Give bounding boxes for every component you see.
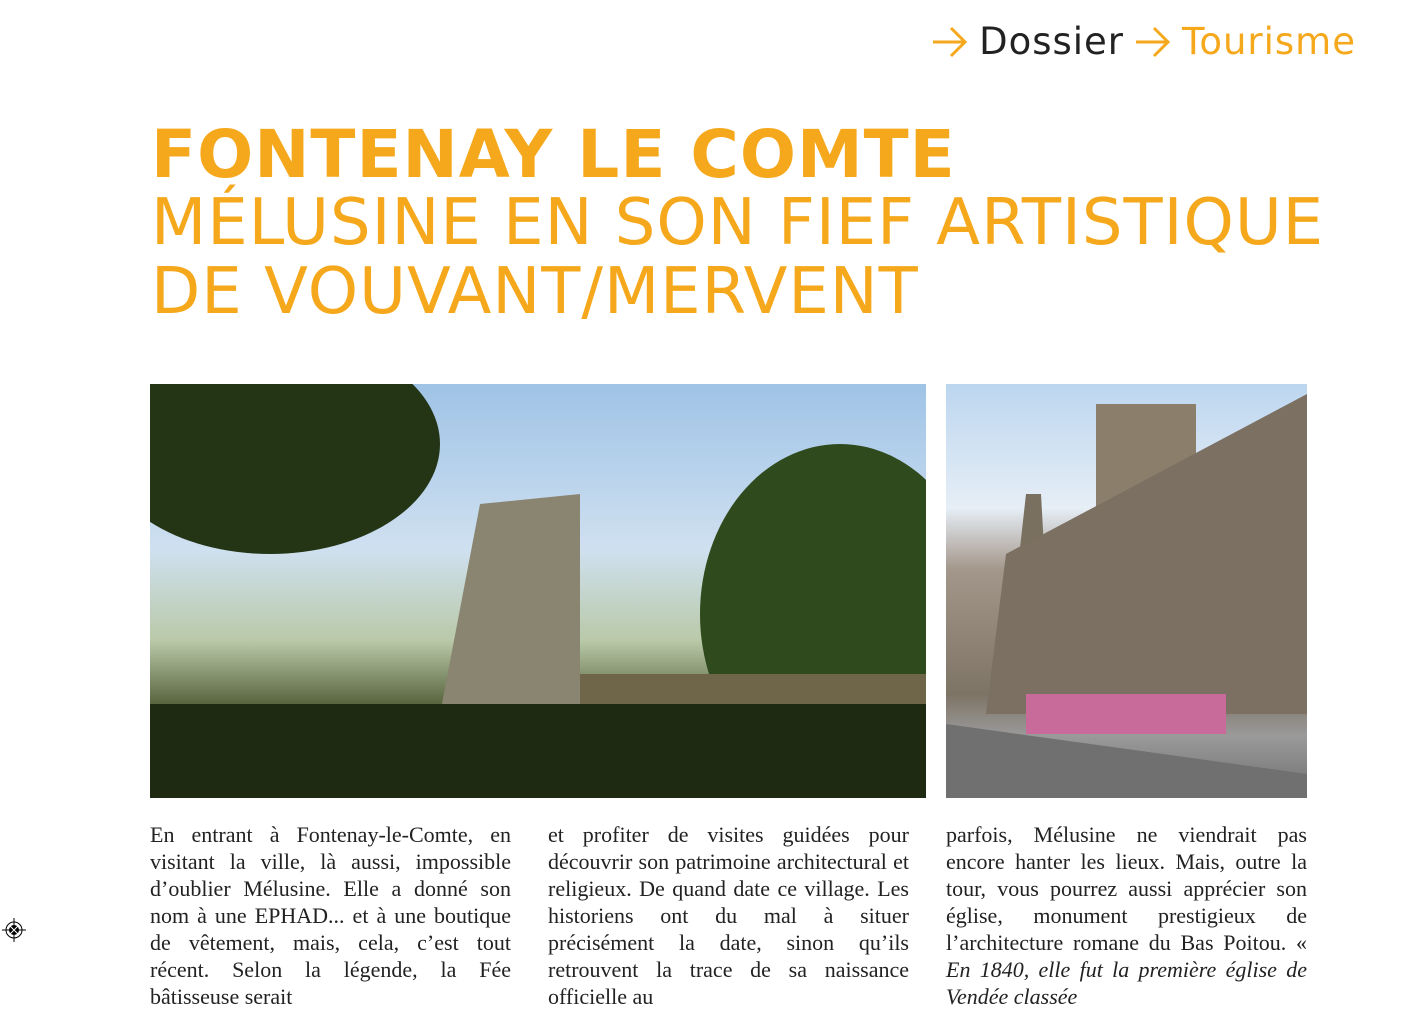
subtitle-line: DE VOUVANT/MERVENT [151, 255, 919, 329]
article-title [151, 116, 1325, 329]
article-column-3 [946, 821, 1307, 1010]
title-line: FONTENAY LE COMTE [151, 116, 956, 193]
subsection-label: Tourisme [1182, 20, 1356, 63]
tower-photo [150, 384, 926, 798]
article-column-2: et profiter de visites guidées pour découvrir son patrimoine architectural et religieux. De quand date ce village. Les historiens ont du mal à situer précisément la date, sinon qu’ils retrouvent la trace de sa naissance officielle au [548, 822, 909, 1009]
article-column-1: En entrant à Fontenay-le-Comte, en visitant la ville, là aussi, impossible d’oublier Mélusine. Elle a donné son nom à une EPHAD... et à une boutique de vêtement, mais, cela, c’est tout récent. Selon la légende, la Fée bâtisseuse serait [150, 822, 511, 1009]
tower-illustration [150, 384, 926, 798]
church-illustration [946, 384, 1307, 798]
quote-text: En 1840, elle fut la première église de Vendée classée [946, 957, 1307, 1009]
subtitle-line: MÉLUSINE EN SON FIEF ARTISTIQUE [151, 186, 1325, 260]
section-label: Dossier [979, 20, 1125, 63]
section-header [931, 20, 1356, 63]
registration-mark-icon [2, 918, 26, 942]
arrow-right-icon [1134, 23, 1172, 61]
column-text: parfois, Mélusine ne viendrait pas encore hanter les lieux. Mais, outre la tour, vous pourrez aussi apprécier son église, monument prestigieux de l’architecture romane du Bas Poitou. « [946, 822, 1307, 955]
arrow-right-icon [931, 23, 969, 61]
church-photo [946, 384, 1307, 798]
